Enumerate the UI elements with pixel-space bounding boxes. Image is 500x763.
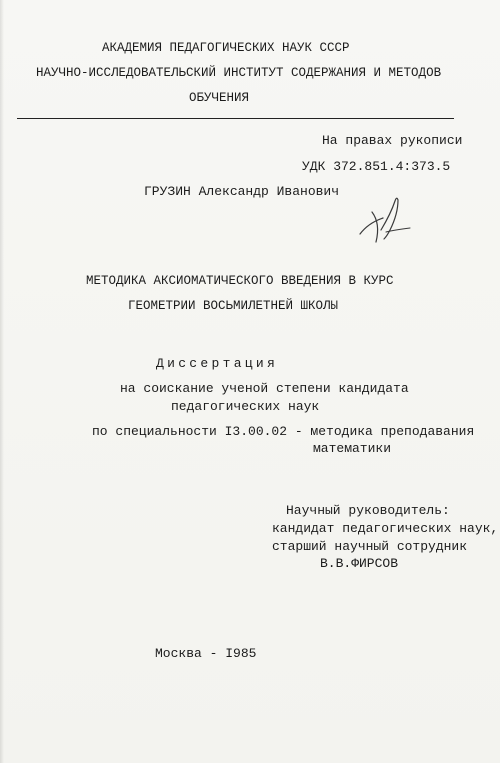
place-and-year: Москва - I985: [155, 646, 257, 661]
degree-purpose-line-1: на соискание ученой степени кандидата: [120, 381, 409, 396]
academy-name: АКАДЕМИЯ ПЕДАГОГИЧЕСКИХ НАУК СССР: [102, 41, 350, 55]
specialty-line-1: по специальности I3.00.02 - методика преподавания: [92, 424, 475, 439]
header-divider: [17, 118, 454, 119]
author-signature: [352, 190, 414, 252]
supervisor-degree: кандидат педагогических наук,: [272, 521, 499, 536]
manuscript-rights-note: На правах рукописи: [322, 133, 463, 148]
supervisor-position: старший научный сотрудник: [272, 539, 468, 554]
institute-name: НАУЧНО-ИССЛЕДОВАТЕЛЬСКИЙ ИНСТИТУТ СОДЕРЖАНИЯ И МЕТОДОВ: [36, 66, 442, 80]
institute-name-continued: ОБУЧЕНИЯ: [189, 91, 250, 105]
dissertation-title-line-2: ГЕОМЕТРИИ ВОСЬМИЛЕТНЕЙ ШКОЛЫ: [128, 299, 339, 313]
udc-code: УДК 372.851.4:373.5: [302, 159, 451, 174]
document-type: Диссертация: [156, 356, 279, 371]
supervisor-heading: Научный руководитель:: [286, 503, 450, 518]
degree-purpose-line-2: педагогических наук: [171, 399, 320, 414]
supervisor-name: В.В.ФИРСОВ: [320, 556, 399, 571]
author-name: ГРУЗИН Александр Иванович: [144, 184, 340, 199]
page-edge-shadow: [0, 0, 4, 763]
specialty-line-2: математики: [313, 441, 392, 456]
dissertation-title-line-1: МЕТОДИКА АКСИОМАТИЧЕСКОГО ВВЕДЕНИЯ В КУРС: [86, 274, 394, 288]
